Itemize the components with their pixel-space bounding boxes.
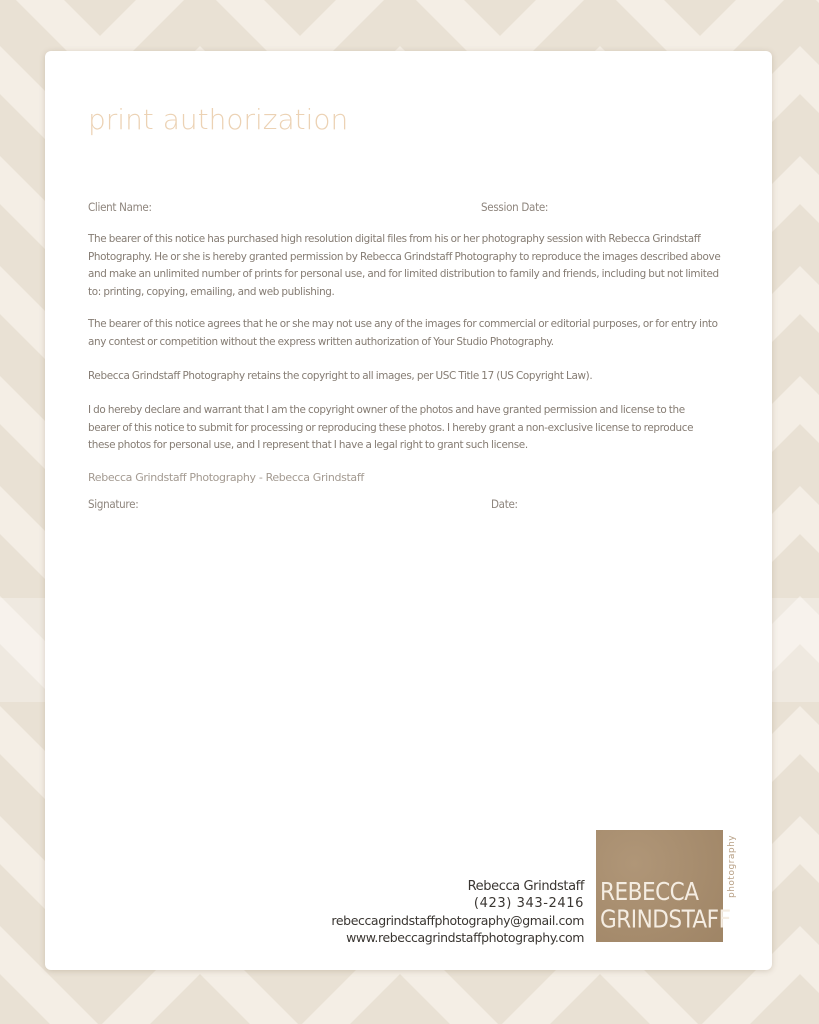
logo-line-1: REBECCA	[600, 876, 699, 907]
contact-block	[331, 878, 584, 946]
logo-line-2: GRINDSTAFF	[600, 904, 731, 934]
logo-side-text	[727, 832, 741, 898]
session-date-label: Session Date:	[481, 200, 549, 214]
license-paragraph: I do hereby declare and warrant that I am the copyright owner of the photos and have granted permission and license to the bearer of this notice to submit for processing or reproducing these photos. I hereby grant a non-exclusive license to reproduce these photos for personal use, and I represent that I have a legal right to grant such license.	[88, 404, 694, 451]
studio-logo	[596, 830, 731, 942]
byline: Rebecca Grindstaff Photography - Rebecca Grindstaff	[88, 471, 364, 484]
contact-name: Rebecca Grindstaff	[467, 879, 584, 894]
page-title: print authorization	[88, 103, 349, 136]
copyright-paragraph: Rebecca Grindstaff Photography retains the copyright to all images, per USC Title 17 (US Copyright Law).	[88, 370, 593, 382]
restrictions-paragraph: The bearer of this notice agrees that he or she may not use any of the images for commercial or editorial purposes, or for entry into any contest or competition without the express written authorization of Your Studio Photography.	[88, 318, 718, 348]
document-sheet	[45, 51, 772, 970]
logo-wordmark	[600, 878, 731, 933]
purchase-paragraph: The bearer of this notice has purchased high resolution digital files from his or her photography session with Rebecca Grindstaff Photography. He or she is hereby granted permission by Rebecca Grindstaff Photography to reproduce the images described above and make an unlimited number of prints for personal use, and for limited distribution to family and friends, including but not limited to: printing, copying, emailing, and web publishing.	[88, 233, 721, 298]
logo-side-label: photography	[727, 834, 737, 898]
contact-website[interactable]: www.rebeccagrindstaffphotography.com	[346, 930, 584, 945]
client-name-label: Client Name:	[88, 200, 152, 214]
contact-phone: (423) 343-2416	[473, 896, 584, 911]
date-label: Date:	[491, 497, 518, 511]
signature-label: Signature:	[88, 497, 139, 511]
contact-email[interactable]: rebeccagrindstaffphotography@gmail.com	[331, 913, 584, 928]
